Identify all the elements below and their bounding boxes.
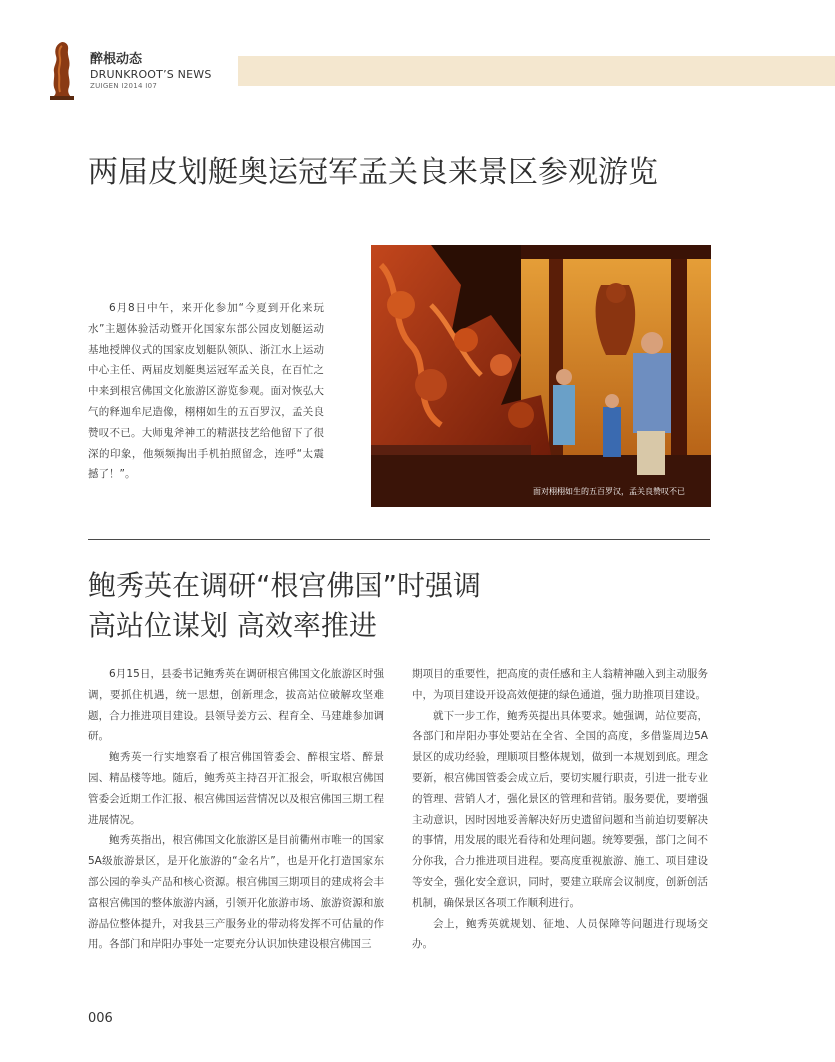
page-number: 006 xyxy=(88,1011,113,1026)
article1-title: 两届皮划艇奥运冠军孟关良来景区参观游览 xyxy=(88,155,658,190)
article2-paragraph: 期项目的重要性，把高度的责任感和主人翁精神融入到主动服务中，为项目建设开设高效便捷的绿色通道，强力助推项目建设。 xyxy=(412,668,708,701)
section-title-en: DRUNKROOT’S NEWS xyxy=(90,68,212,81)
article2-column-right xyxy=(412,664,708,955)
section-divider xyxy=(88,539,710,540)
article2-paragraph: 鲍秀英指出，根宫佛国文化旅游区是目前衢州市唯一的国家5A级旅游景区，是开化旅游的“金名片”，也是开化打造国家东部公园的拳头产品和核心资源。根宫佛国三期项目的建成将会丰富根宫佛国的整体旅游内涵，引领开化旅游市场、旅游资源和旅游品位整体提升，对我县三产服务业的带动将发挥不可估量的作用。各部门和岸阳办事处一定要充分认识加快建设根宫佛国三 xyxy=(88,834,384,951)
article2-title-line1: 鲍秀英在调研“根宫佛国”时强调 xyxy=(88,569,482,602)
header-band xyxy=(238,56,835,86)
article2-title-line2: 高站位谋划 高效率推进 xyxy=(88,609,377,642)
root-sculpture-logo xyxy=(48,40,76,100)
article2-paragraph: 就下一步工作，鲍秀英提出具体要求。她强调，站位要高，各部门和岸阳办事处要站在全省、全国的高度，多借鉴周边5A景区的成功经验，理顺项目整体规划，做到一本规划到底。理念要新，根宫佛国管委会成立后，要切实履行职责，引进一批专业的管理、营销人才，强化景区的管理和营销。服务要优，要增强主动意识，因时因地妥善解决好历史遗留问题和当前迫切要解决的事情，用发展的眼光看待和处理问题。统筹要强，部门之间不分你我，合力推进项目进程。要高度重视旅游、施工、项目建设等安全，强化安全意识，同时，要建立联席会议制度，创新创活机制，确保景区各项工作顺利进行。 xyxy=(412,709,708,909)
article1-photo xyxy=(371,245,711,507)
article2-paragraph: 鲍秀英一行实地察看了根宫佛国管委会、醉根宝塔、醉景园、精品楼等地。随后，鲍秀英主持召开汇报会，听取根宫佛国管委会近期工作汇报、根宫佛国运营情况以及根宫佛国三期工程进展情况。 xyxy=(88,751,384,826)
issue-info: ZUIGEN I2014 I07 xyxy=(90,82,158,90)
article2-column-left xyxy=(88,664,384,955)
photo-caption: 面对栩栩如生的五百罗汉，孟关良赞叹不已 xyxy=(533,487,685,496)
article2-paragraph: 6月15日，县委书记鲍秀英在调研根宫佛国文化旅游区时强调，要抓住机遇，统一思想，创新理念，拔高站位破解攻坚难题，合力推进项目建设。县领导姜方云、程育全、马建雄参加调研。 xyxy=(88,668,384,743)
article2-title xyxy=(88,566,481,646)
article2-paragraph: 会上，鲍秀英就规划、征地、人员保障等问题进行现场交办。 xyxy=(412,917,708,951)
section-title-cn: 醉根动态 xyxy=(90,52,143,67)
article1-body: 6月8日中午，来开化参加“今夏到开化来玩水”主题体验活动暨开化国家东部公园皮划艇运动基地授牌仪式的国家皮划艇队领队、浙江水上运动中心主任、两届皮划艇奥运冠军孟关良，在百忙之中来到根宫佛国文化旅游区游览参观。面对恢弘大气的释迦牟尼造像，栩栩如生的五百罗汉，孟关良赞叹不已。大师鬼斧神工的精湛技艺给他留下了很深的印象，他频频掏出手机拍照留念，连呼“太震撼了！”。 xyxy=(88,302,324,481)
